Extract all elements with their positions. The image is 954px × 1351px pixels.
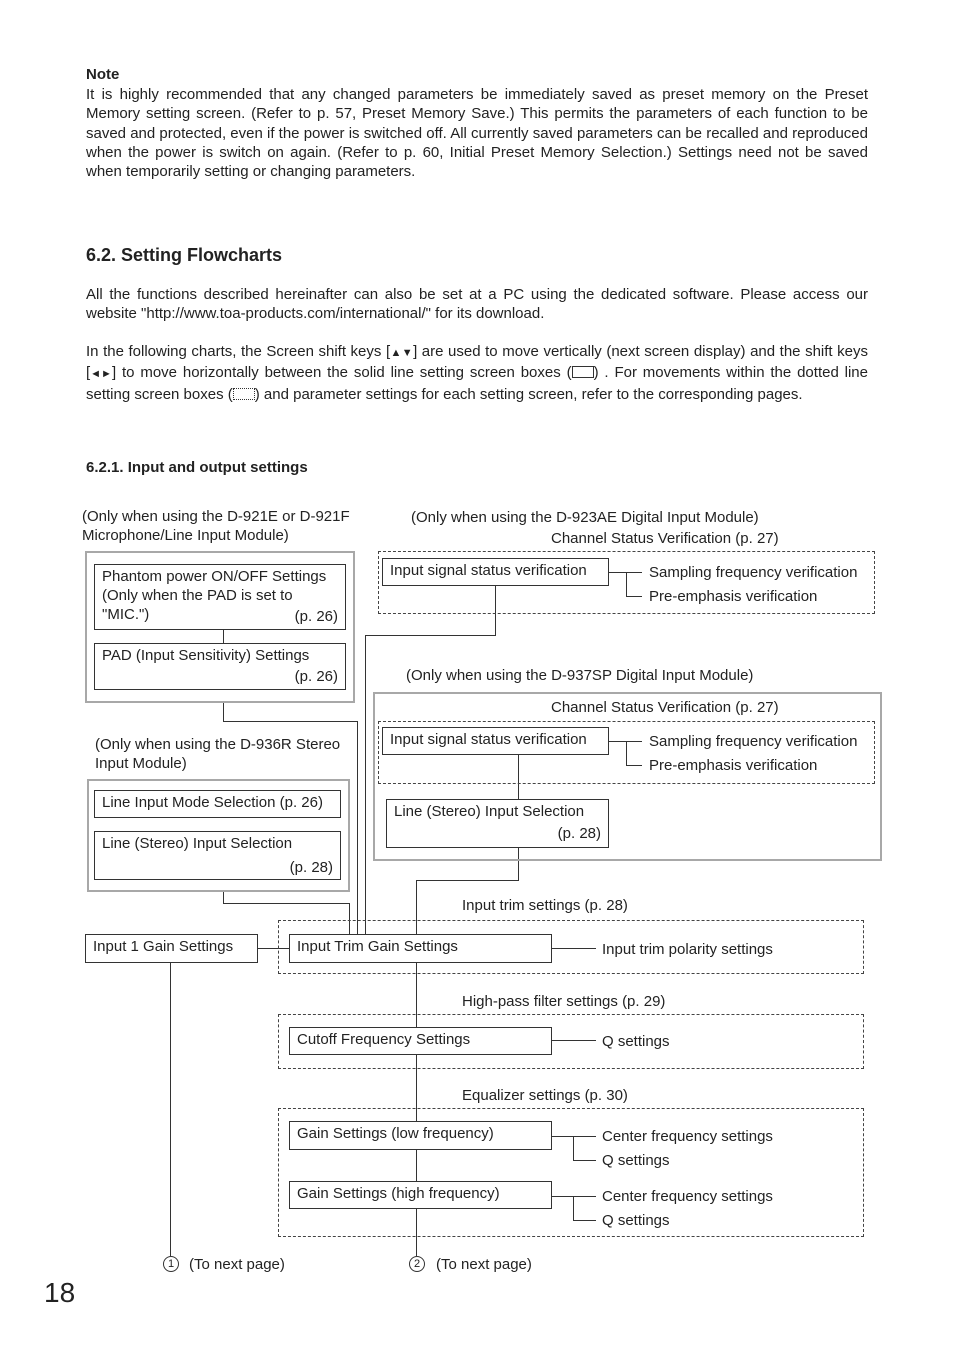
- trim-gain-box[interactable]: [289, 934, 552, 963]
- line-stereo-page: (p. 28): [557, 825, 601, 842]
- center-freq-high-item: Center frequency settings: [602, 1188, 773, 1205]
- line-input-mode-label: Line Input Mode Selection (p. 26): [102, 794, 323, 811]
- phantom-line-2: (Only when the PAD is set to: [102, 587, 293, 604]
- line-stereo-label: Line (Stereo) Input Selection: [394, 803, 585, 820]
- trim-gain-label: Input Trim Gain Settings: [297, 938, 458, 955]
- gain-low-box[interactable]: [289, 1121, 552, 1150]
- q-low-item: Q settings: [602, 1152, 670, 1169]
- hpf-caption: High-pass filter settings (p. 29): [462, 993, 666, 1010]
- d923-csv-caption: Channel Status Verification (p. 27): [551, 530, 779, 547]
- eq-caption: Equalizer settings (p. 30): [462, 1087, 628, 1104]
- trim-caption: Input trim settings (p. 28): [462, 897, 628, 914]
- preemphasis-item: Pre-emphasis verification: [649, 588, 818, 605]
- d921-caption-1: (Only when using the D-921E or D-921F: [82, 508, 350, 525]
- subsection-title: 6.2.1. Input and output settings: [86, 459, 308, 476]
- q-high-item: Q settings: [602, 1212, 670, 1229]
- d921-caption-2: Microphone/Line Input Module): [82, 527, 289, 544]
- section-para1: All the functions described hereinafter can also be set at a PC using the dedicated software. Please access our website "http://www.toa-products.com/international/" for its download.: [86, 286, 868, 323]
- page-number: 18: [44, 1277, 76, 1308]
- phantom-line-1: Phantom power ON/OFF Settings: [102, 568, 327, 585]
- section-title: 6.2. Setting Flowcharts: [86, 245, 283, 265]
- circled-2-icon: 2: [409, 1256, 425, 1272]
- solid-box-icon: [572, 366, 594, 378]
- cutoff-freq-label: Cutoff Frequency Settings: [297, 1031, 471, 1048]
- leftright-keys-icon: ◄►: [90, 368, 112, 381]
- d936-caption-1: (Only when using the D-936R Stereo: [95, 736, 341, 753]
- updown-keys-icon: ▲▼: [390, 347, 414, 359]
- note-heading: Note: [86, 66, 120, 83]
- input-signal-status-box[interactable]: [382, 558, 609, 586]
- circled-1-icon: 1: [163, 1256, 179, 1272]
- center-freq-low-item: Center frequency settings: [602, 1128, 773, 1145]
- phantom-page: (p. 26): [294, 608, 338, 625]
- trim-polarity-item: Input trim polarity settings: [602, 941, 773, 958]
- section-para2: In the following charts, the Screen shift keys [▲▼] are used to move vertically (next screen display) and the shift keys [◄►] to move horizontally between the solid line setting screen boxes ( ) . For movements within the dotted line setting screen boxes ( ) and parameter settings for each setting screen, refer to the corresponding pages.: [86, 343, 868, 403]
- note-text: It is highly recommended that any changed parameters be immediately saved as preset memory on the Preset Memory setting screen. (Refer to p. 57, Preset Memory Save.) This permits the parameters of each function to be saved and protected, even if the power is switched off. All currently saved parameters can be recalled and reproduced when the power is switch on again. (Refer to p. 60, Initial Preset Memory Selection.) Settings need not be saved when temporarily setting or changing parameters.: [86, 86, 868, 181]
- pad-settings-box[interactable]: [94, 643, 346, 690]
- sampling-freq-item-2: Sampling frequency verification: [649, 733, 858, 750]
- line-input-mode-box[interactable]: [94, 790, 341, 818]
- line-stereo-input-box-2[interactable]: [94, 831, 341, 880]
- pad-page: (p. 26): [294, 668, 338, 685]
- phantom-line-3: "MIC."): [102, 606, 150, 623]
- d937-csv-caption: Channel Status Verification (p. 27): [551, 699, 779, 716]
- d923-caption: (Only when using the D-923AE Digital Input Module): [411, 509, 759, 526]
- line-stereo-page-2: (p. 28): [289, 859, 333, 876]
- sampling-freq-item: Sampling frequency verification: [649, 564, 858, 581]
- d937-caption: (Only when using the D-937SP Digital Input Module): [406, 667, 754, 684]
- cutoff-freq-box[interactable]: [289, 1027, 552, 1055]
- phantom-power-box[interactable]: [94, 564, 346, 630]
- to-next-page-2: (To next page): [436, 1256, 532, 1273]
- input1-gain-box[interactable]: [85, 934, 258, 963]
- gain-high-box[interactable]: [289, 1181, 552, 1209]
- hpf-q-item: Q settings: [602, 1033, 670, 1050]
- gain-high-label: Gain Settings (high frequency): [297, 1185, 500, 1202]
- line-stereo-label-2: Line (Stereo) Input Selection: [102, 835, 293, 852]
- dotted-box-icon: [233, 388, 255, 400]
- pad-line-1: PAD (Input Sensitivity) Settings: [102, 647, 310, 664]
- input-signal-label-2: Input signal status verification: [390, 731, 587, 748]
- input-signal-status-box-2[interactable]: [382, 727, 609, 755]
- preemphasis-item-2: Pre-emphasis verification: [649, 757, 818, 774]
- input-signal-label: Input signal status verification: [390, 562, 587, 579]
- gain-low-label: Gain Settings (low frequency): [297, 1125, 494, 1142]
- input1-gain-label: Input 1 Gain Settings: [93, 938, 234, 955]
- d936-caption-2: Input Module): [95, 755, 187, 772]
- line-stereo-input-box[interactable]: [386, 799, 609, 848]
- to-next-page-1: (To next page): [189, 1256, 285, 1273]
